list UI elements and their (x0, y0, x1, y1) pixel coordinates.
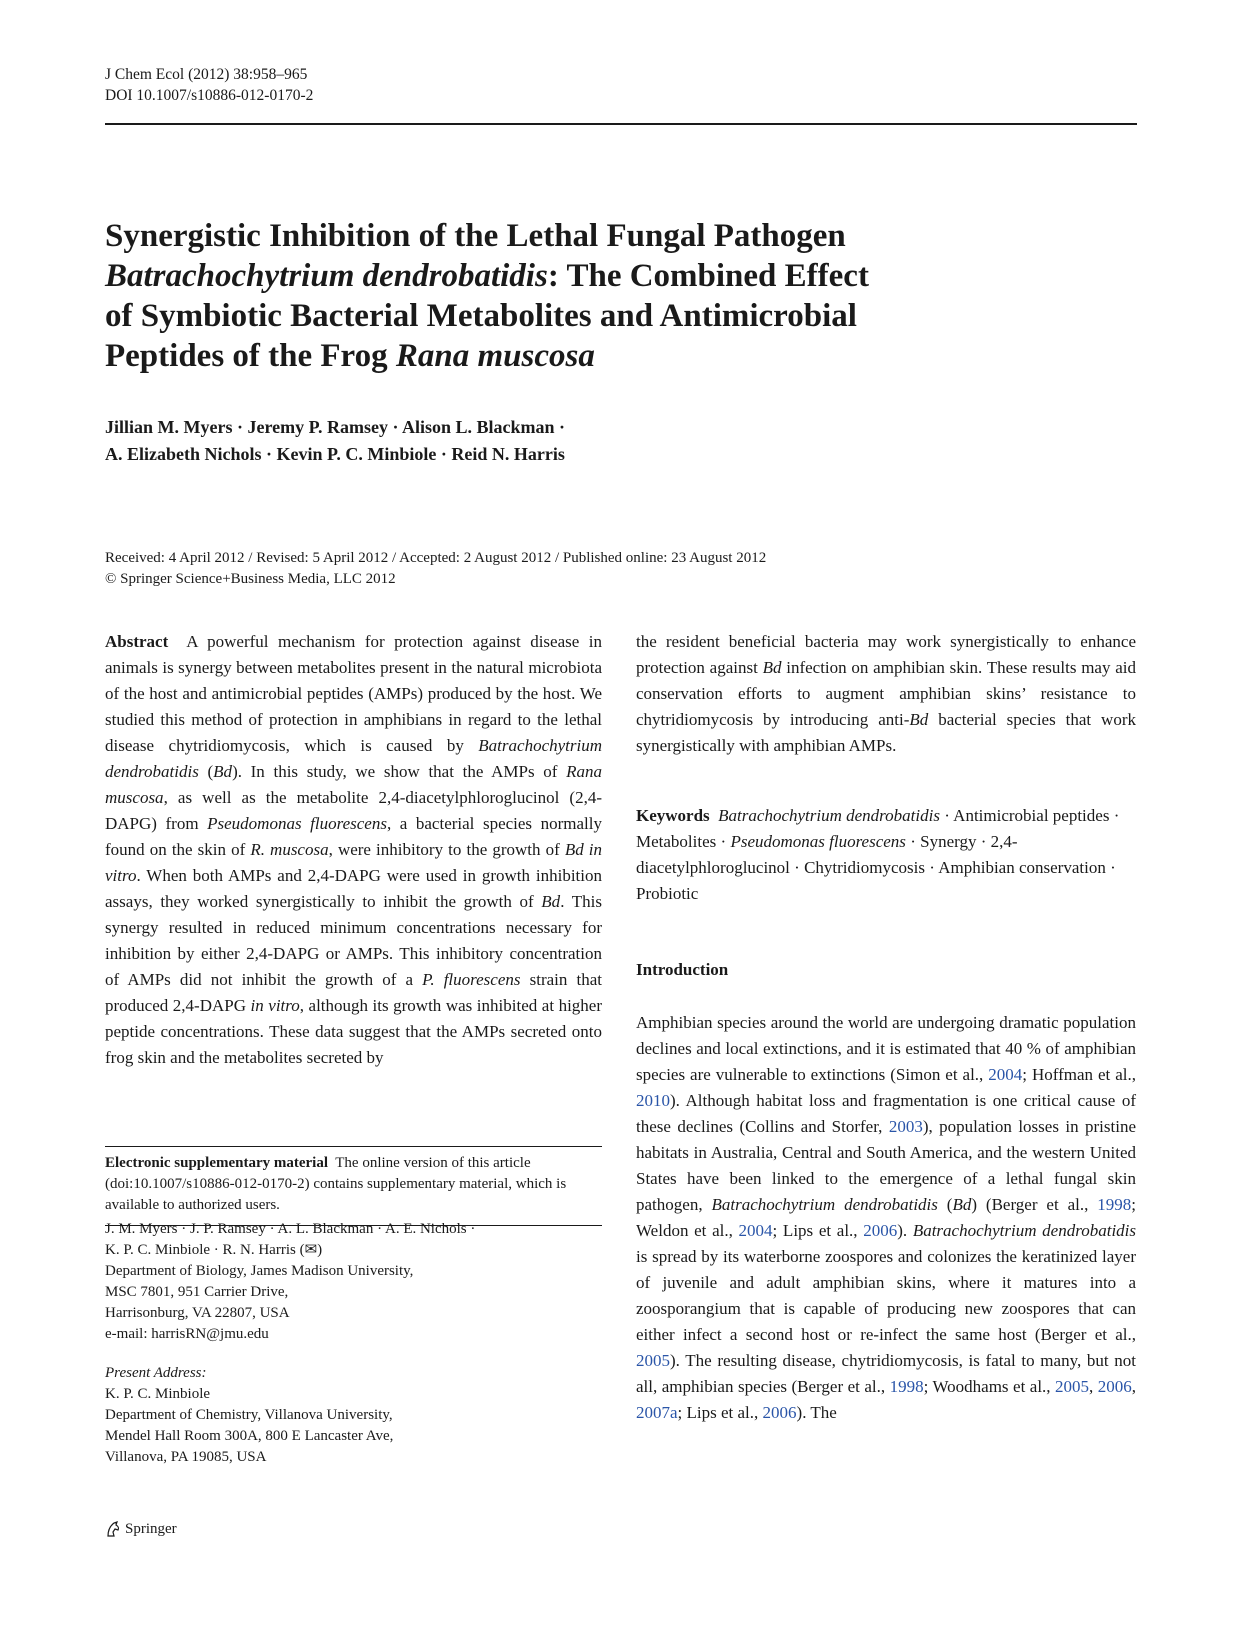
abstract: Abstract A powerful mechanism for protection against disease in animals is synergy between metabolites present in the natural microbiota of the host and antimicrobial peptides (AMPs) produced by the host. We studied this method of protection in amphibians in regard to the lethal disease chytridiomycosis, which is caused by Batrachochytrium dendrobatidis (Bd). In this study, we show that the AMPs of Rana muscosa, as well as the metabolite 2,4-diacetylphloroglucinol (2,4-DAPG) from Pseudomonas fluorescens, a bacterial species normally found on the skin of R. muscosa, were inhibitory to the growth of Bd in vitro. When both AMPs and 2,4-DAPG were used in growth inhibition assays, they worked synergistically to inhibit the growth of Bd. This synergy resulted in reduced minimum concentrations necessary for inhibition by either 2,4-DAPG or AMPs. This inhibitory concentration of AMPs did not inhibit the growth of a P. fluorescens strain that produced 2,4-DAPG in vitro, although its growth was inhibited at higher peptide concentrations. These data suggest that the AMPs secreted onto frog skin and the metabolites secreted by (105, 632, 603, 1067)
supplementary-rule-top (105, 1146, 602, 1147)
springer-horse-icon (105, 1520, 121, 1538)
citation-link[interactable]: 2006 (762, 1403, 797, 1422)
email-line: e-mail: harrisRN@jmu.edu (105, 1326, 269, 1342)
journal-citation: J Chem Ecol (2012) 38:958–965 (105, 66, 308, 83)
citation-link[interactable]: 2005 (1055, 1377, 1090, 1396)
citation-link[interactable]: 1998 (1097, 1195, 1132, 1214)
abstract-label: Abstract (105, 632, 169, 651)
citation-link[interactable]: 1998 (889, 1377, 924, 1396)
citation-link[interactable]: 2007a (636, 1403, 678, 1422)
author-list: Jillian M. Myers · Jeremy P. Ramsey · Alison L. Blackman · A. Elizabeth Nichols · Kevin P. C. Minbiole · Reid N. Harris (105, 417, 565, 464)
citation-link[interactable]: 2003 (888, 1117, 923, 1136)
citation-link[interactable]: 2005 (636, 1351, 670, 1370)
publisher-name: Springer (125, 1520, 177, 1537)
corresponding-author: K. P. C. Minbiole · R. N. Harris (✉) (105, 1242, 323, 1258)
copyright-line: © Springer Science+Business Media, LLC 2012 (105, 571, 396, 587)
citation-link[interactable]: 2006 (863, 1221, 898, 1240)
citation-link[interactable]: 2004 (988, 1065, 1023, 1084)
introduction-heading: Introduction (636, 960, 729, 979)
citation-link[interactable]: 2010 (636, 1091, 670, 1110)
publisher-footer (105, 1520, 177, 1538)
present-address-block: Present Address: K. P. C. Minbiole Department of Chemistry, Villanova University, Mendel Hall Room 300A, 800 E Lancaster Ave, Villanova, PA 19085, USA (105, 1365, 394, 1465)
article-history (105, 548, 766, 590)
keywords: Keywords Batrachochytrium dendrobatidis · Antimicrobial peptides · Metabolites · Pseudomonas fluorescens · Synergy · 2,4-diacetylphloroglucinol · Chytridiomycosis · Amphibian conservation · Probiotic (636, 806, 1120, 903)
affiliation-block: J. M. Myers · J. P. Ramsey · A. L. Blackman · A. E. Nichols · K. P. C. Minbiole · R. N. Harris (✉) Department of Biology, James Madison University, MSC 7801, 951 Carrier Drive, Harrisonburg, VA 22807, USA e-mail: harrisRN@jmu.edu (105, 1219, 602, 1345)
citation-link[interactable]: 2004 (738, 1221, 773, 1240)
citation-link[interactable]: 2006 (1097, 1377, 1132, 1396)
history-dates: Received: 4 April 2012 / Revised: 5 April 2012 / Accepted: 2 August 2012 / Published online: 23 August 2012 (105, 550, 767, 566)
header-rule (105, 123, 1137, 125)
supplementary-note: Electronic supplementary material The online version of this article (doi:10.1007/s10886-012-0170-2) contains supplementary material, which is available to authorized users. (105, 1146, 602, 1226)
paper-title: Synergistic Inhibition of the Lethal Fungal Pathogen Batrachochytrium dendrobatidis: The Combined Effect of Symbiotic Bacterial Metabolites and Antimicrobial Peptides of the Frog Rana muscosa (105, 218, 869, 374)
abstract-continued: the resident beneficial bacteria may work synergistically to enhance protection against Bd infection on amphibian skin. These results may aid conservation efforts to augment amphibian skins’ resistance to chytridiomycosis by introducing anti-Bd bacterial species that work synergistically with amphibian AMPs. (636, 632, 1136, 755)
doi-line: DOI 10.1007/s10886-012-0170-2 (105, 87, 314, 104)
keywords-label: Keywords (636, 806, 710, 825)
journal-header (105, 64, 313, 106)
introduction-text: Amphibian species around the world are undergoing dramatic population declines and local extinctions, and it is estimated that 40 % of amphibian species are vulnerable to extinctions (Simon et al., 2004; Hoffman et al., 2010). Although habitat loss and fragmentation is one critical cause of these declines (Collins and Storfer, 2003), population losses in pristine habitats in Australia, Central and South America, and the western United States have been linked to the emergence of a lethal fungal skin pathogen, Batrachochytrium dendrobatidis (Bd) (Berger et al., 1998; Weldon et al., 2004; Lips et al., 2006). Batrachochytrium dendrobatidis is spread by its waterborne zoospores and colonizes the keratinized layer of juvenile and adult amphibian skins, where it matures into a zoosporangium that is capable of producing new zoospores that can either infect a second host or re-infect the same host (Berger et al., 2005). The resulting disease, chytridiomycosis, is fatal to many, but not all, amphibian species (Berger et al., 1998; Woodhams et al., 2005, 2006, 2007a; Lips et al., 2006). The (636, 1013, 1137, 1422)
